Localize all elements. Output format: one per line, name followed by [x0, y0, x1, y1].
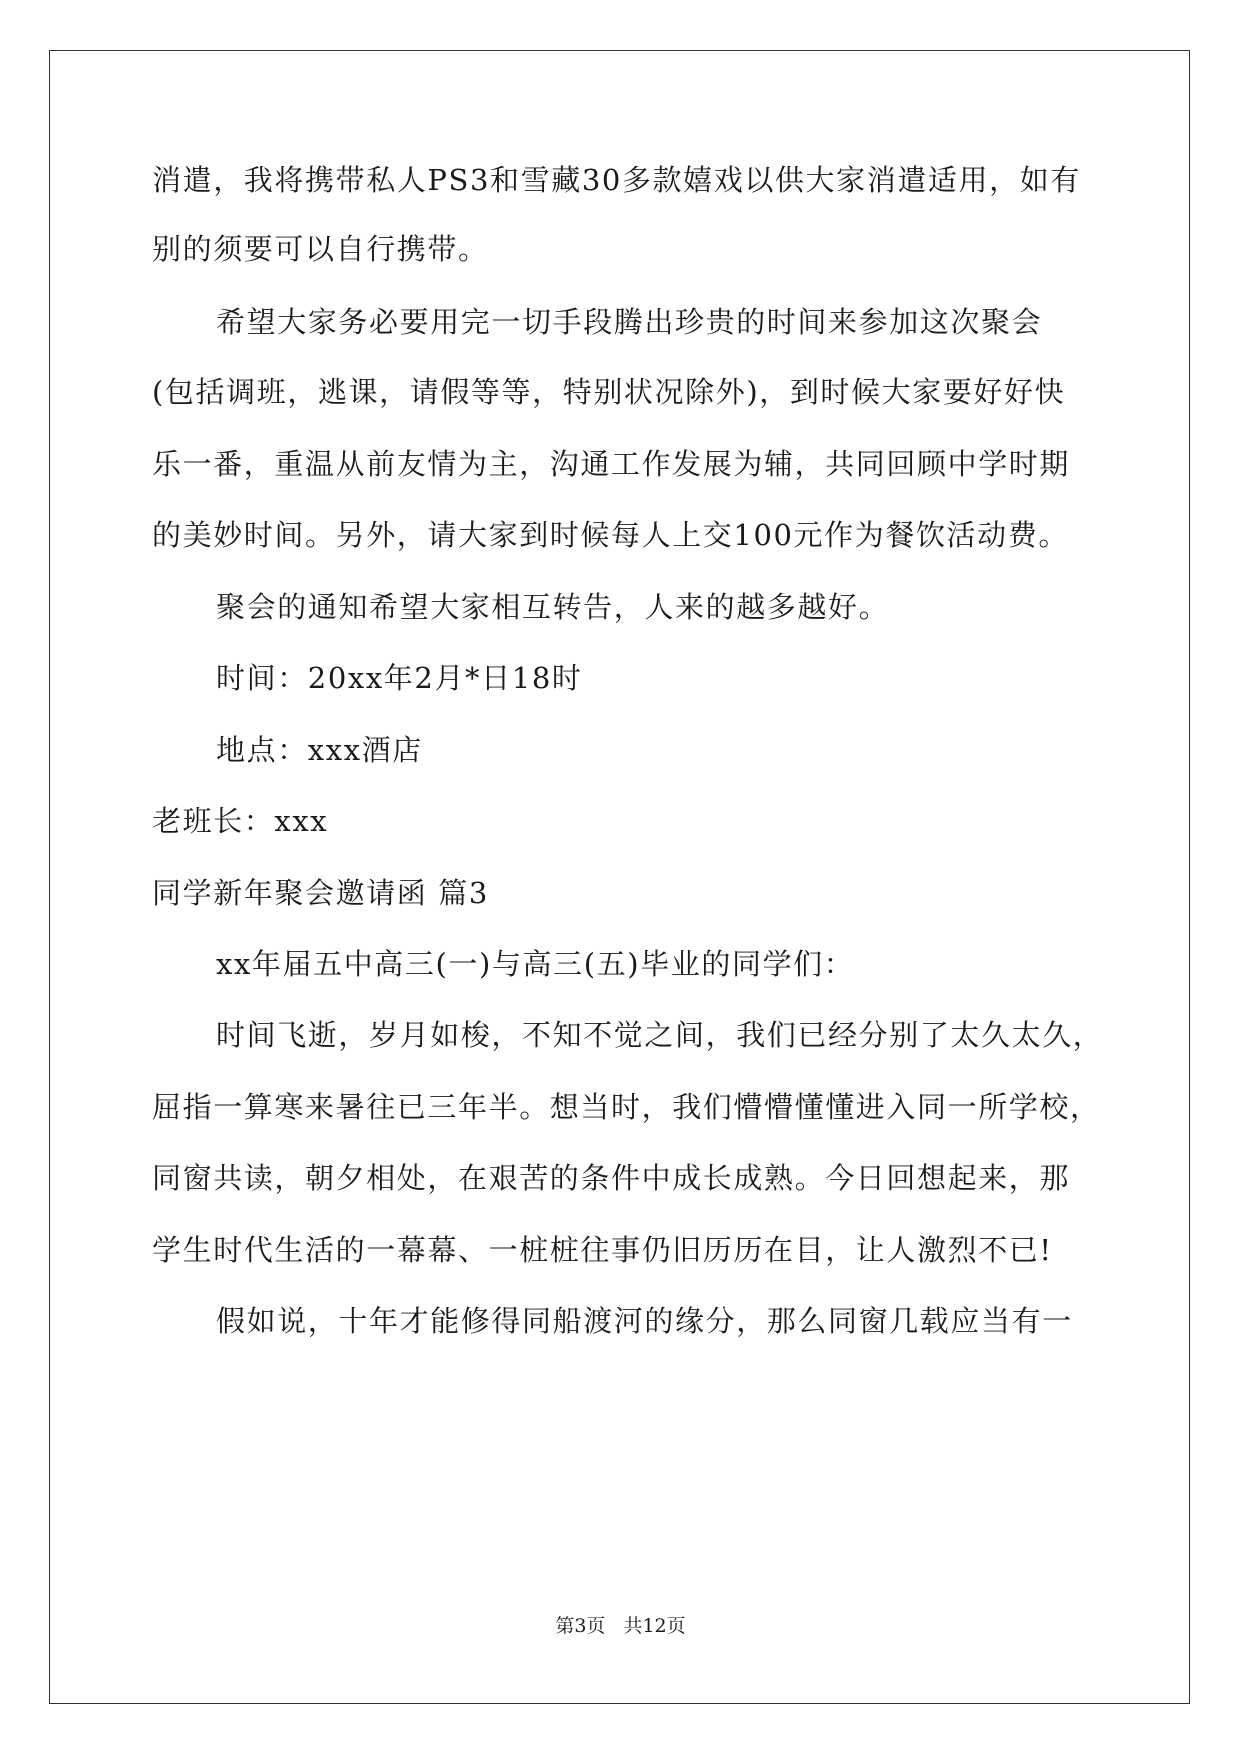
page-footer: [0, 1614, 1241, 1638]
text-line: 同窗共读，朝夕相处，在艰苦的条件中成长成熟。今日回想起来，那: [152, 1161, 1071, 1195]
text-line: 时间飞逝，岁月如梭，不知不觉之间，我们已经分别了太久太久，: [216, 1018, 1104, 1052]
text-line: 学生时代生活的一幕幕、一桩桩往事仍旧历历在目，让人激烈不已!: [152, 1233, 1053, 1267]
text-line: (包括调班，逃课，请假等等，特别状况除外)，到时候大家要好好快: [152, 375, 1066, 409]
text-line: 乐一番，重温从前友情为主，沟通工作发展为辅，共同回顾中学时期: [152, 447, 1071, 481]
text-line: 的美妙时间。另外，请大家到时候每人上交100元作为餐饮活动费。: [152, 518, 1069, 552]
section-heading: 同学新年聚会邀请函 篇3: [152, 876, 489, 910]
text-line: 地点：xxx酒店: [216, 733, 423, 767]
page-number: 第3页: [555, 1615, 606, 1637]
page-total: 共12页: [623, 1615, 686, 1637]
text-line: 消遣，我将携带私人PS3和雪藏30多款嬉戏以供大家消遣适用，如有: [152, 163, 1081, 197]
text-line: 老班长：xxx: [152, 804, 329, 838]
text-line: 希望大家务必要用完一切手段腾出珍贵的时间来参加这次聚会: [216, 305, 1043, 339]
text-line: xx年届五中高三(一)与高三(五)毕业的同学们：: [216, 947, 855, 981]
text-line: 别的须要可以自行携带。: [152, 232, 489, 266]
text-line: 时间：20xx年2月*日18时: [216, 661, 583, 695]
text-line: 假如说，十年才能修得同船渡河的缘分，那么同窗几载应当有一: [216, 1304, 1073, 1338]
text-line: 聚会的通知希望大家相互转告，人来的越多越好。: [216, 590, 890, 624]
text-line: 屈指一算寒来暑往已三年半。想当时，我们懵懵懂懂进入同一所学校，: [152, 1090, 1101, 1124]
